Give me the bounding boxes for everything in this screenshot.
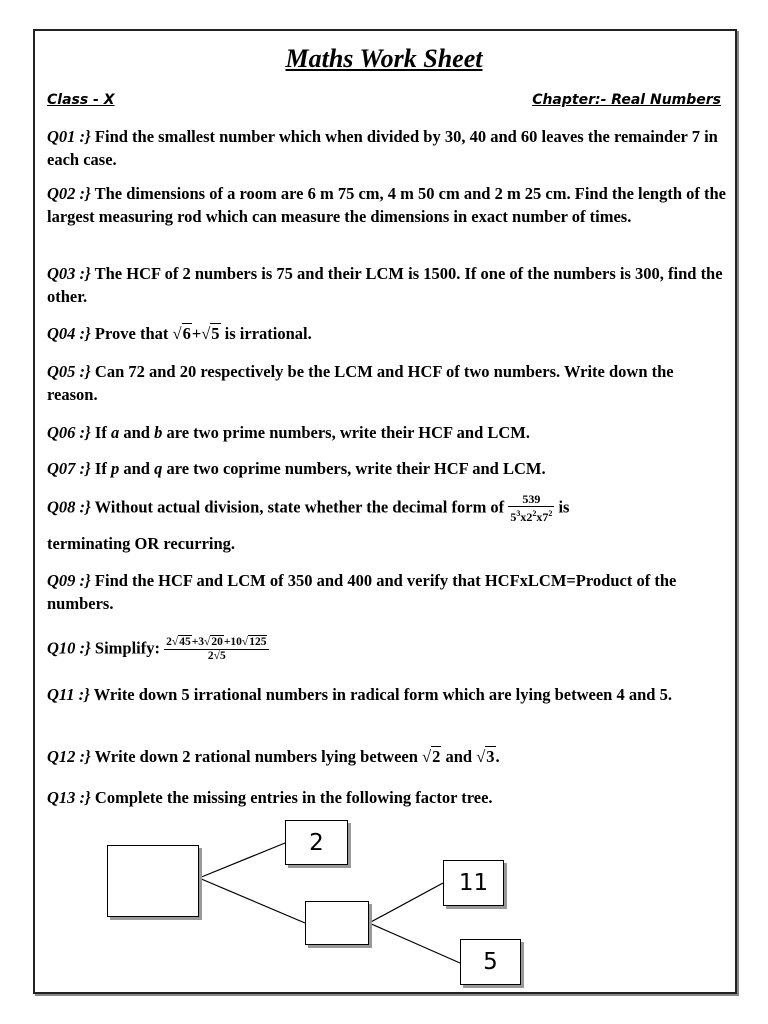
factor-tree-root-box[interactable] xyxy=(107,845,199,917)
question-02: Q02 :} The dimensions of a room are 6 m 75 cm, 4 m 50 cm and 2 m 25 cm. Find the length of the largest measuring rod which can measure the dimensions in exact number of times. xyxy=(47,184,727,226)
simplify-fraction: $\frac{2√45+3√20+10√125}{2√5}$ xyxy=(164,636,269,663)
sqrt-2: √2 xyxy=(422,747,441,766)
sqrt-5: √5 xyxy=(201,324,220,343)
class-label: Class - X xyxy=(47,92,115,108)
question-07: Q07 :} If p and q are two coprime numbers, write their HCF and LCM. xyxy=(47,459,546,478)
sqrt-3: √3 xyxy=(476,747,495,766)
factor-tree-leaf-5: 5 xyxy=(460,939,521,985)
fraction-539: $\frac{539}{5^3x2^2x7^2}$ xyxy=(510,492,553,524)
question-04: Q04 :} Prove that √6+√5 is irrational. xyxy=(47,324,312,343)
sqrt-6: √6 xyxy=(172,324,191,343)
question-08: Q08 :} Without actual division, state whether the decimal form of $\frac{539}{5^3x2^2x7^2}$ is xyxy=(47,492,570,524)
factor-tree-middle-box[interactable] xyxy=(305,901,369,945)
factor-tree-leaf-11: 11 xyxy=(443,860,504,906)
factor-tree-leaf-2: 2 xyxy=(285,820,348,865)
question-01: Q01 :} Find the smallest number which when divided by 30, 40 and 60 leaves the remainder 7 in each case. xyxy=(47,127,718,169)
question-03: Q03 :} The HCF of 2 numbers is 75 and their LCM is 1500. If one of the numbers is 300, find the other. xyxy=(47,264,723,306)
question-11: Q11 :} Write down 5 irrational numbers in radical form which are lying between 4 and 5. xyxy=(47,685,672,704)
question-08-line2: terminating OR recurring. xyxy=(47,534,236,553)
question-13: Q13 :} Complete the missing entries in the following factor tree. xyxy=(47,788,493,807)
chapter-label: Chapter:- Real Numbers xyxy=(532,92,721,108)
question-06: Q06 :} If a and b are two prime numbers, write their HCF and LCM. xyxy=(47,423,531,442)
worksheet-title: Maths Work Sheet xyxy=(285,44,483,73)
question-09: Q09 :} Find the HCF and LCM of 350 and 400 and verify that HCFxLCM=Product of the numbers. xyxy=(47,571,677,613)
question-05: Q05 :} Can 72 and 20 respectively be the LCM and HCF of two numbers. Write down the reason. xyxy=(47,362,674,404)
question-10: Q10 :} Simplify: $\frac{2√45+3√20+10√125}{2√5}$ xyxy=(47,636,727,663)
question-12: Q12 :} Write down 2 rational numbers lying between √2 and √3. xyxy=(47,747,500,766)
